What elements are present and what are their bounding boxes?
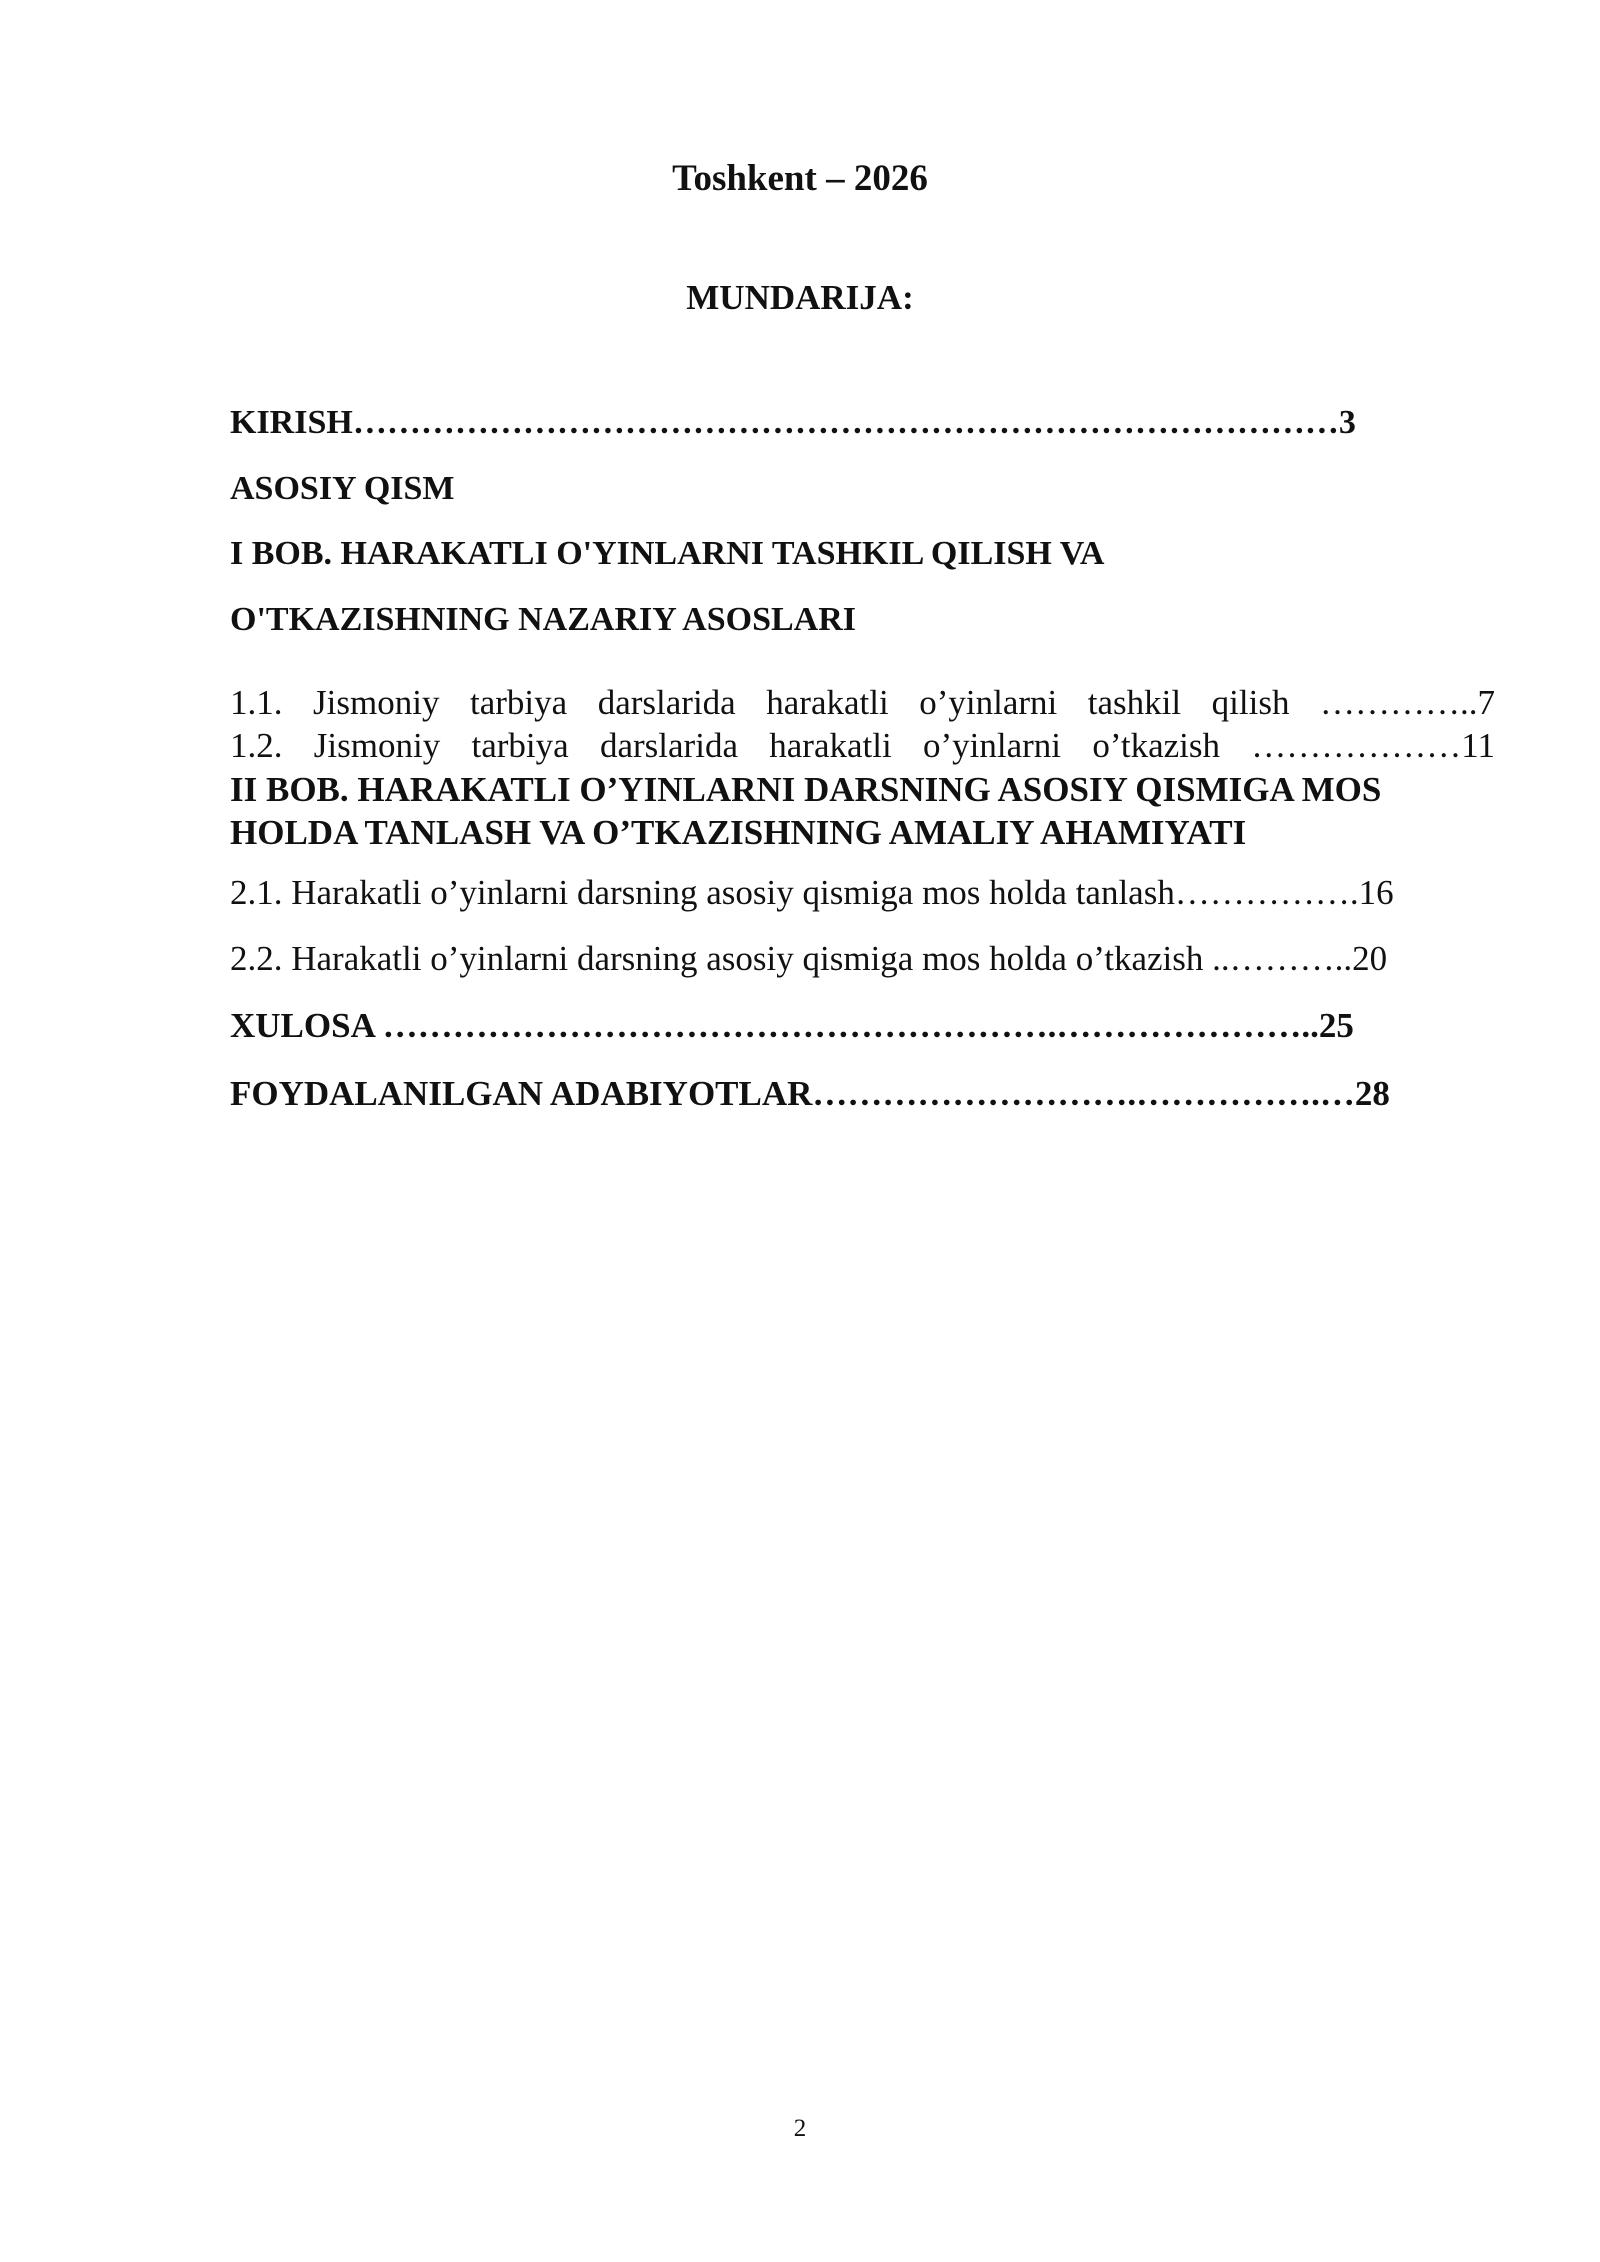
toc-chapter-1-title-line-1: I BOB. HARAKATLI O'YINLARNI TASHKIL QILISH VA (230, 535, 1105, 572)
toc-entry-section-2-2: 2.2. Harakatli o’yinlarni darsning asosiy qismiga mos holda o’tkazish ..………..20 (230, 939, 1388, 978)
toc-chapter-2-title-line-2: HOLDA TANLASH VA O’TKAZISHNING AMALIY AHAMIYATI (230, 813, 1247, 852)
toc-entry-xulosa: XULOSA ………………………………………………….…………………..25 (230, 1006, 1354, 1045)
toc-entry-section-1-1: 1.1. Jismoniy tarbiya darslarida harakatli o’yinlarni tashkil qilish …………..7 (230, 683, 1495, 722)
toc-chapter-2-title-line-1: II BOB. HARAKATLI O’YINLARNI DARSNING ASOSIY QISMIGA MOS (230, 770, 1382, 809)
table-of-contents-title: MUNDARIJA: (686, 278, 914, 317)
page-number: 2 (793, 2115, 807, 2142)
toc-heading-asosiy-qism: ASOSIY QISM (230, 470, 455, 507)
toc-entry-foydalanilgan-adabiyotlar: FOYDALANILGAN ADABIYOTLAR……………………….…………….…28 (230, 1074, 1390, 1113)
city-year-heading: Toshkent – 2026 (672, 158, 928, 199)
toc-entry-section-1-2: 1.2. Jismoniy tarbiya darslarida harakatli o’yinlarni o’tkazish ………………11 (230, 726, 1495, 765)
toc-entry-section-2-1: 2.1. Harakatli o’yinlarni darsning asosiy qismiga mos holda tanlash…………….16 (230, 873, 1394, 912)
toc-entry-kirish: KIRISH……………………………………………………………………………3 (230, 404, 1356, 441)
toc-chapter-1-title-line-2: O'TKAZISHNING NAZARIY ASOSLARI (230, 601, 856, 638)
